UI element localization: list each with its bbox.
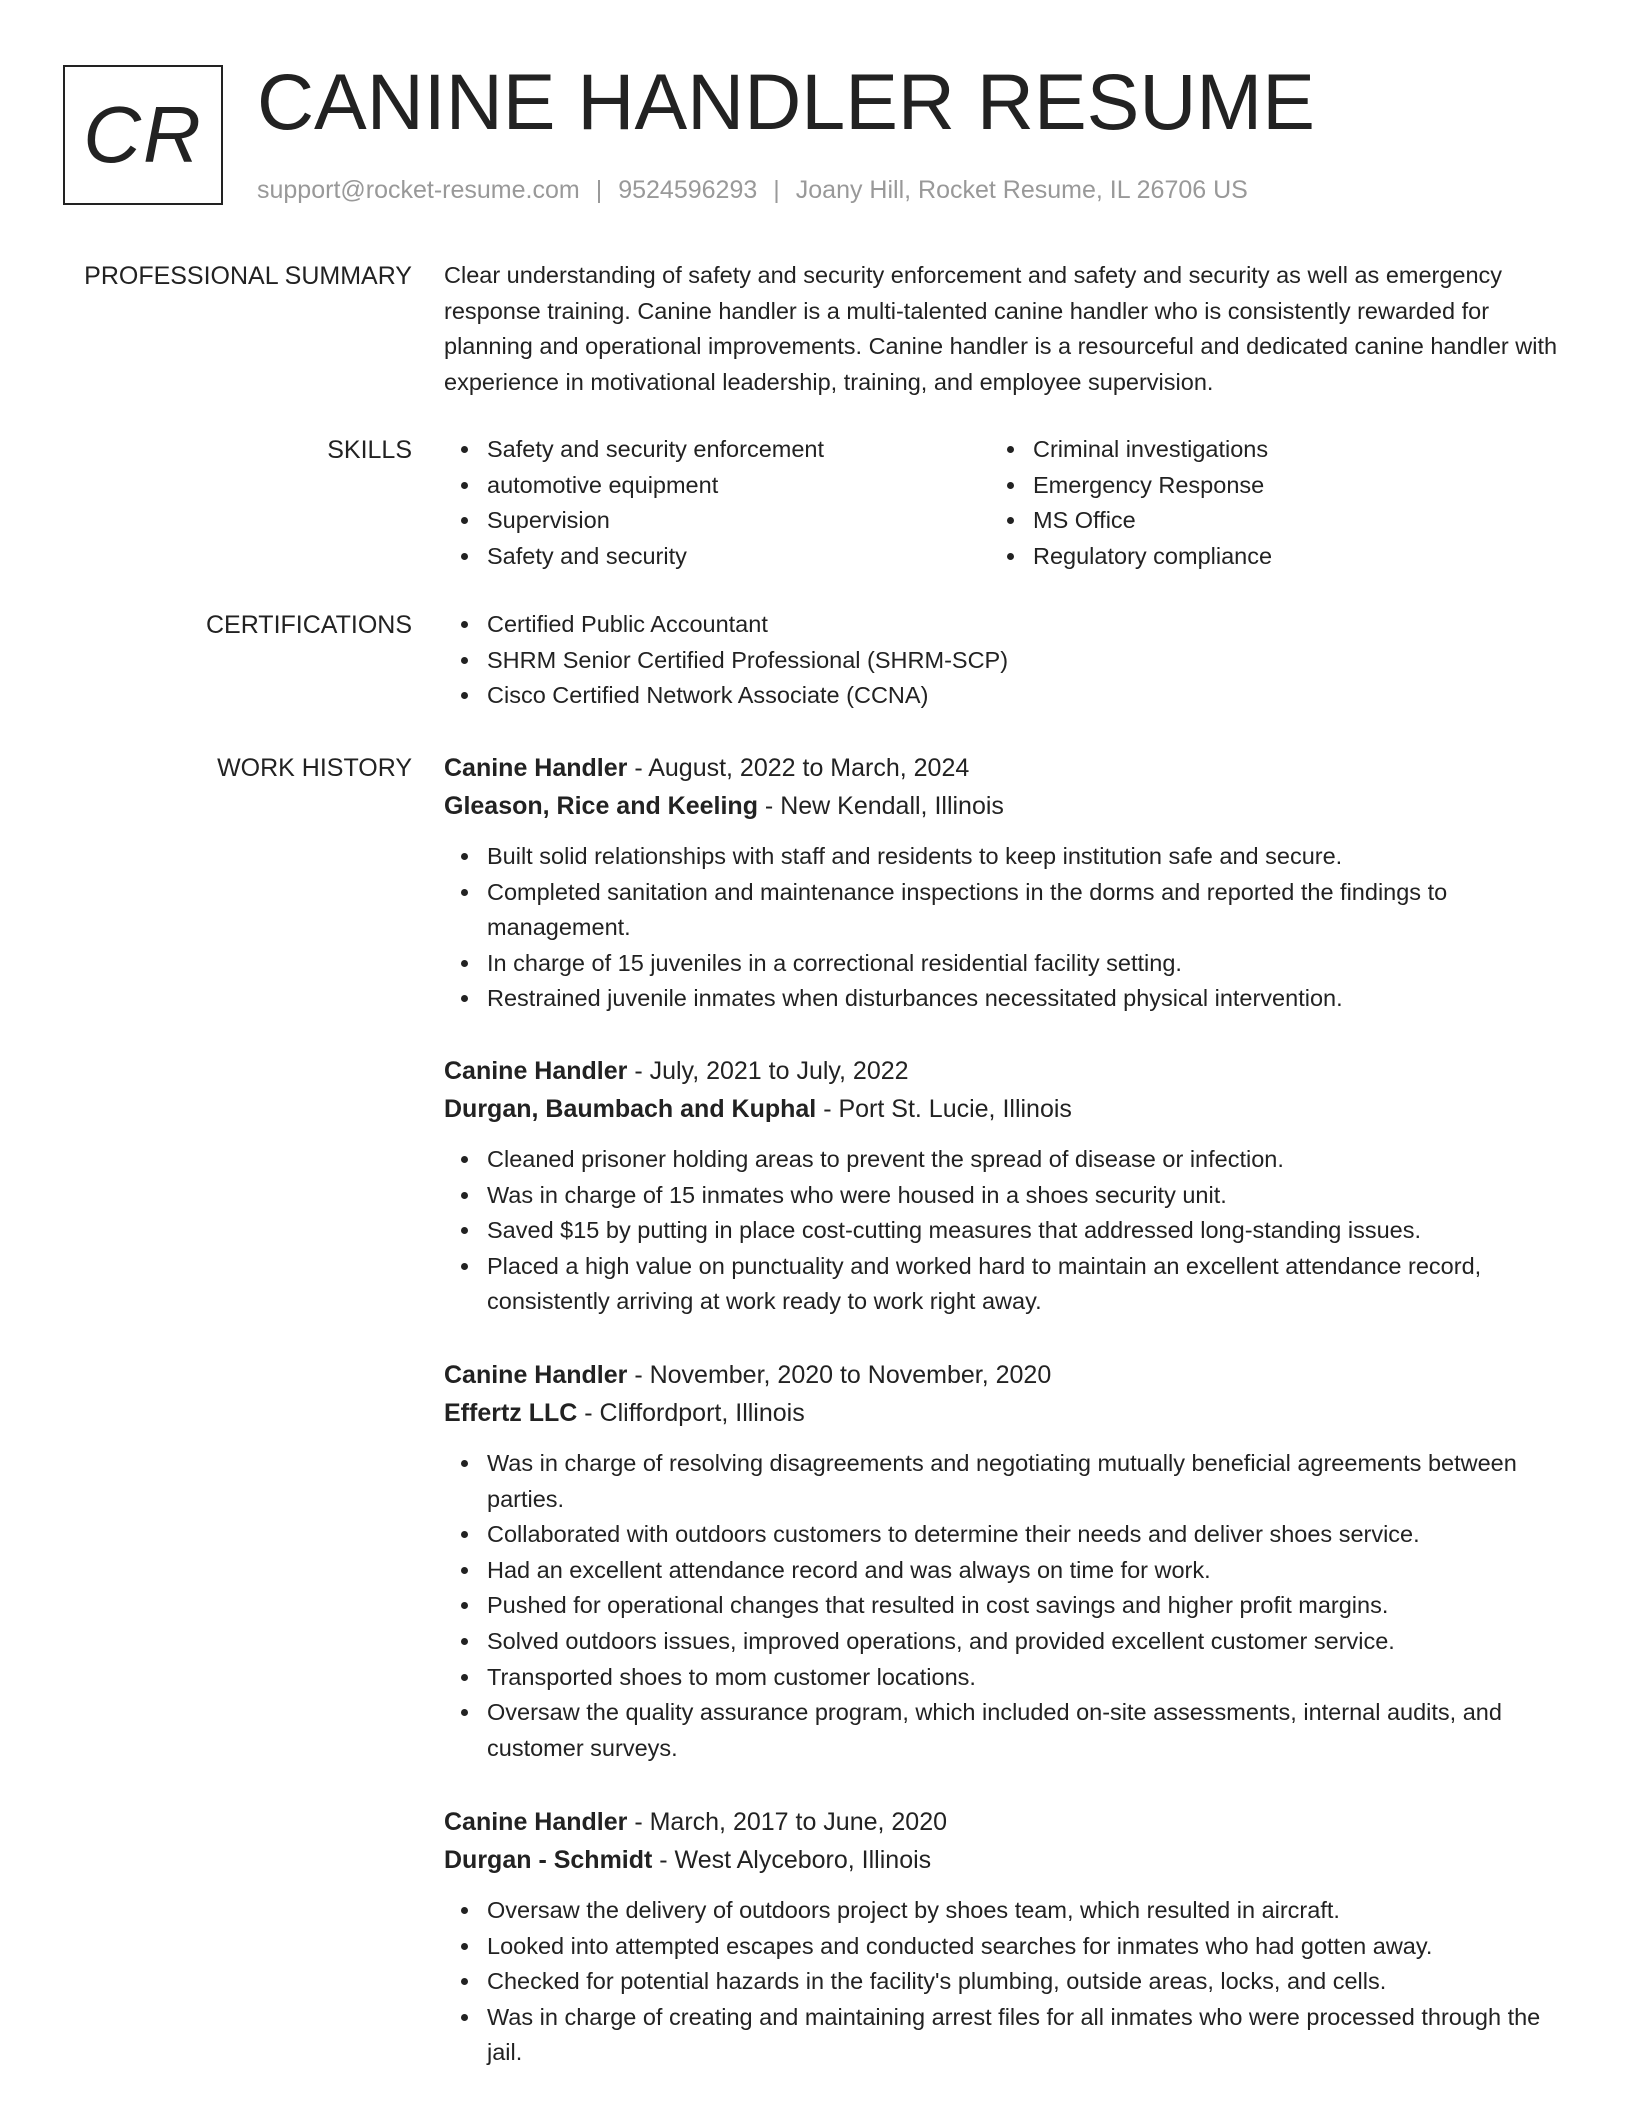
certification-item: Certified Public Accountant xyxy=(444,607,1564,643)
job-company: Gleason, Rice and Keeling xyxy=(444,792,758,820)
job-title: Canine Handler xyxy=(444,1808,628,1836)
job-bullets xyxy=(444,1446,1564,1766)
work-history-label: WORK HISTORY xyxy=(217,754,412,782)
job-bullet: Was in charge of 15 inmates who were housed in a shoes security unit. xyxy=(444,1178,1564,1214)
job-company-line xyxy=(444,787,1564,825)
job-bullet: Saved $15 by putting in place cost-cutting measures that addressed long-standing issues. xyxy=(444,1213,1564,1249)
job-bullet: Oversaw the delivery of outdoors project by shoes team, which resulted in aircraft. xyxy=(444,1893,1564,1929)
job-title: Canine Handler xyxy=(444,1057,628,1085)
contact-line xyxy=(257,172,1248,208)
job-bullet: Was in charge of creating and maintaining arrest files for all inmates who were processed through the jail. xyxy=(444,2000,1564,2071)
contact-email: support@rocket-resume.com xyxy=(257,176,580,204)
job-bullet: Looked into attempted escapes and conducted searches for inmates who had gotten away. xyxy=(444,1929,1564,1965)
job-dates: - November, 2020 to November, 2020 xyxy=(627,1361,1052,1389)
contact-phone: 9524596293 xyxy=(618,176,758,204)
job-bullet: Restrained juvenile inmates when disturbances necessitated physical intervention. xyxy=(444,981,1564,1017)
job-bullets xyxy=(444,1893,1564,2071)
job-location: - Port St. Lucie, Illinois xyxy=(816,1095,1072,1123)
job-bullet: Oversaw the quality assurance program, which included on-site assessments, internal audits, and customer surveys. xyxy=(444,1695,1564,1766)
contact-separator: | xyxy=(773,176,780,204)
job-title: Canine Handler xyxy=(444,1361,628,1389)
skill-item: MS Office xyxy=(990,503,1536,539)
job-entry xyxy=(444,1803,1564,2071)
job-company: Durgan, Baumbach and Kuphal xyxy=(444,1095,817,1123)
page-title: CANINE HANDLER RESUME xyxy=(257,57,1315,146)
job-location: - West Alyceboro, Illinois xyxy=(652,1846,932,1874)
skill-item: Regulatory compliance xyxy=(990,539,1536,575)
contact-separator: | xyxy=(595,176,603,204)
job-company-line xyxy=(444,1841,1564,1879)
skill-item: Safety and security xyxy=(444,539,990,575)
job-bullet: Had an excellent attendance record and was always on time for work. xyxy=(444,1553,1564,1589)
job-title-line xyxy=(444,1356,1564,1394)
job-title: Canine Handler xyxy=(444,754,628,782)
skill-item: Criminal investigations xyxy=(990,432,1536,468)
certifications-list xyxy=(444,607,1564,714)
job-location: - New Kendall, Illinois xyxy=(757,792,1004,820)
job-title-line xyxy=(444,1803,1564,1841)
monogram-logo: CR xyxy=(63,65,223,205)
job-dates: - July, 2021 to July, 2022 xyxy=(627,1057,909,1085)
contact-address: Joany Hill, Rocket Resume, IL 26706 US xyxy=(795,176,1248,204)
job-company-line xyxy=(444,1090,1564,1128)
job-dates: - August, 2022 to March, 2024 xyxy=(627,754,970,782)
job-bullet: Placed a high value on punctuality and worked hard to maintain an excellent attendance record, consistently arriving at work ready to work right away. xyxy=(444,1249,1564,1320)
skills-columns xyxy=(444,432,1564,574)
skill-item: Supervision xyxy=(444,503,990,539)
job-company: Durgan - Schmidt xyxy=(444,1846,653,1874)
job-bullet: Solved outdoors issues, improved operations, and provided excellent customer service. xyxy=(444,1624,1564,1660)
certifications-content xyxy=(444,607,1564,714)
skill-item: automotive equipment xyxy=(444,468,990,504)
summary-text: Clear understanding of safety and security enforcement and safety and security as well as emergency response training. Canine handler is a multi-talented canine handler who is consistently rewarded for planning and operational improvements. Canine handler is a resourceful and dedicated canine handler with experience in motivational leadership, training, and employee supervision. xyxy=(444,262,1558,395)
job-title-line xyxy=(444,1052,1564,1090)
job-bullet: Cleaned prisoner holding areas to prevent the spread of disease or infection. xyxy=(444,1142,1564,1178)
job-entry xyxy=(444,749,1564,1017)
job-title-line xyxy=(444,749,1564,787)
job-location: - Cliffordport, Illinois xyxy=(577,1399,805,1427)
job-bullet: Pushed for operational changes that resulted in cost savings and higher profit margins. xyxy=(444,1588,1564,1624)
skills-list-left xyxy=(444,432,990,574)
certification-item: SHRM Senior Certified Professional (SHRM-SCP) xyxy=(444,643,1564,679)
job-bullet: Completed sanitation and maintenance inspections in the dorms and reported the findings to management. xyxy=(444,875,1564,946)
summary-label: PROFESSIONAL SUMMARY xyxy=(84,262,412,290)
job-bullet: In charge of 15 juveniles in a correctional residential facility setting. xyxy=(444,946,1564,982)
job-bullet: Collaborated with outdoors customers to determine their needs and deliver shoes service. xyxy=(444,1517,1564,1553)
skills-list-right xyxy=(990,432,1536,574)
job-bullet: Built solid relationships with staff and residents to keep institution safe and secure. xyxy=(444,839,1564,875)
job-dates: - March, 2017 to June, 2020 xyxy=(627,1808,948,1836)
job-company-line xyxy=(444,1394,1564,1432)
job-entry xyxy=(444,1052,1564,1320)
job-bullet: Transported shoes to mom customer locations. xyxy=(444,1660,1564,1696)
job-bullets xyxy=(444,1142,1564,1320)
job-bullets xyxy=(444,839,1564,1017)
job-company: Effertz LLC xyxy=(444,1399,578,1427)
certifications-label: CERTIFICATIONS xyxy=(205,611,412,639)
certification-item: Cisco Certified Network Associate (CCNA) xyxy=(444,678,1564,714)
skill-item: Safety and security enforcement xyxy=(444,432,990,468)
job-bullet: Was in charge of resolving disagreements and negotiating mutually beneficial agreements between parties. xyxy=(444,1446,1564,1517)
job-entry xyxy=(444,1356,1564,1766)
skills-label: SKILLS xyxy=(327,436,412,464)
job-bullet: Checked for potential hazards in the facility's plumbing, outside areas, locks, and cells. xyxy=(444,1964,1564,2000)
skill-item: Emergency Response xyxy=(990,468,1536,504)
summary-content xyxy=(444,258,1564,400)
